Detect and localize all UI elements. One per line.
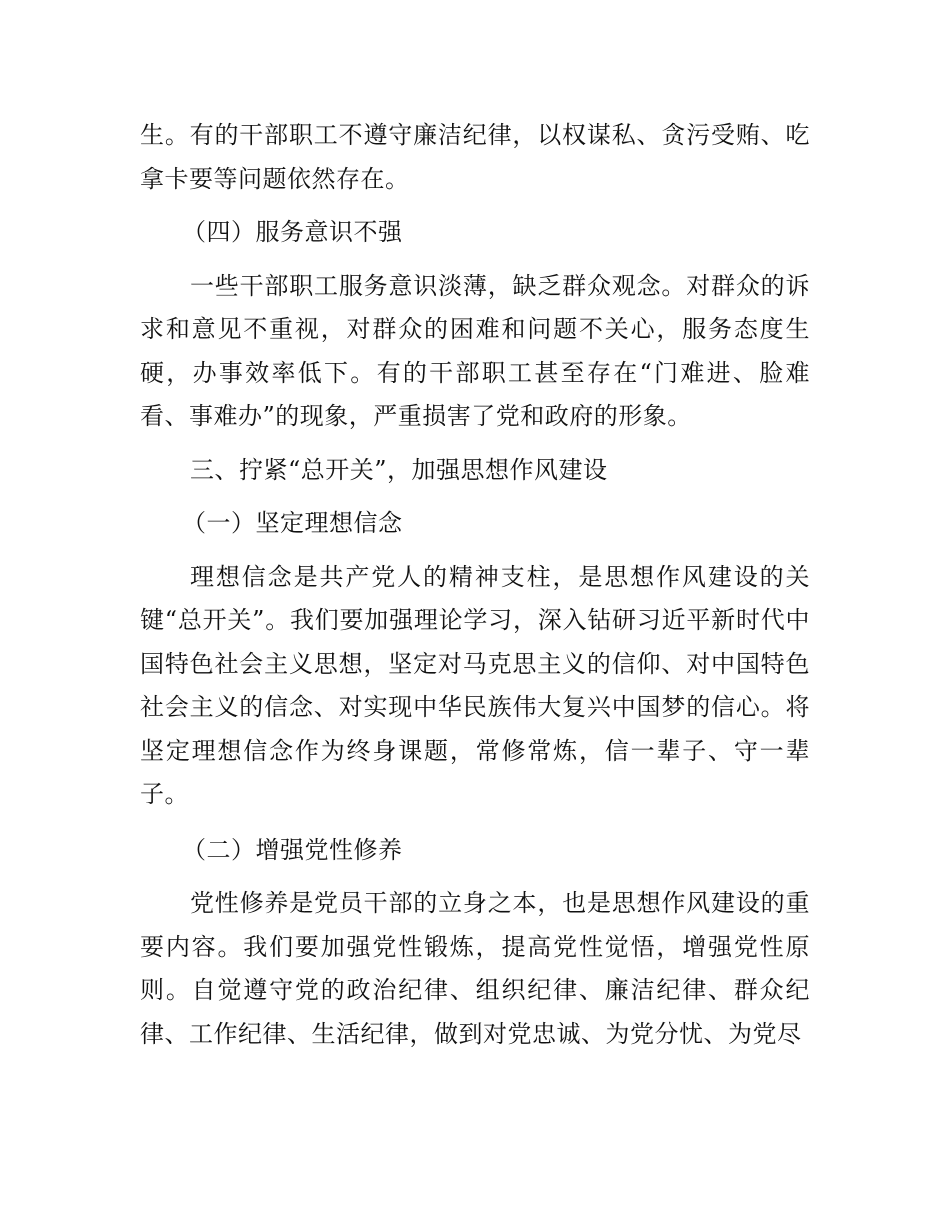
paragraph-party-cultivation: 党性修养是党员干部的立身之本，也是思想作风建设的重要内容。我们要加强党性锻炼，提高党性觉悟，增强党性原则。自觉遵守党的政治纪律、组织纪律、廉洁纪律、群众纪律、工作纪律、生活纪律，做到对党忠诚、为党分忧、为党尽 <box>140 889 810 1048</box>
paragraph-service-awareness: 一些干部职工服务意识淡薄，缺乏群众观念。对群众的诉求和意见不重视，对群众的困难和问题不关心，服务态度生硬，办事效率低下。有的干部职工甚至存在“门难进、脸难看、事难办”的现象，严重损害了党和政府的形象。 <box>140 271 810 430</box>
subheading-service-awareness: （四）服务意识不强 <box>182 218 403 246</box>
subheading-ideals-beliefs: （一）坚定理想信念 <box>182 509 403 537</box>
section-heading-three: 三、拧紧“总开关”，加强思想作风建设 <box>190 455 608 484</box>
document-page <box>140 114 810 1056</box>
paragraph-continuation: 生。有的干部职工不遵守廉洁纪律，以权谋私、贪污受贿、吃拿卡要等问题依然存在。 <box>140 121 810 193</box>
subheading-party-cultivation: （二）增强党性修养 <box>182 835 403 864</box>
paragraph-ideals-beliefs: 理想信念是共产党人的精神支柱，是思想作风建设的关键“总开关”。我们要加强理论学习，深入钻研习近平新时代中国特色社会主义思想，坚定对马克思主义的信仰、对中国特色社会主义的信念、对实现中华民族伟大复兴中国梦的信心。将坚定理想信念作为终身课题，常修常炼，信一辈子、守一辈子。 <box>140 562 810 808</box>
